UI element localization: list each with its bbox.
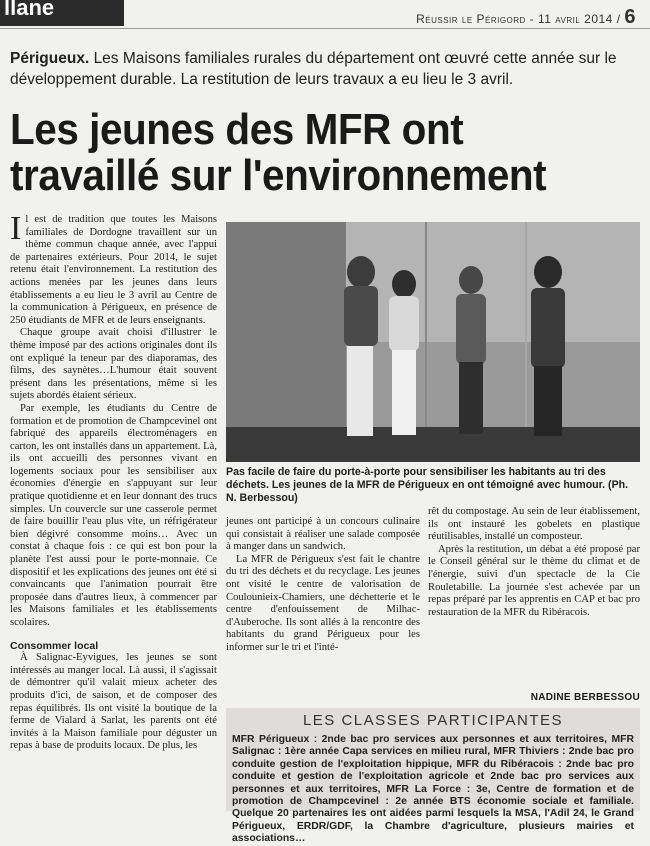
paragraph-8: Après la restitution, un débat a été proposé par le Conseil général sur le thème du climat et de l'énergie, suivi d'un spectacle de la Cie Rouletabille. La journée s'est achevée par un repas préparé par les apprentis en CAP et bac pro restauration de la MFR du Ribéracois. (428, 543, 640, 618)
article-photo (226, 222, 640, 462)
headline (10, 107, 599, 199)
subheading: Consommer local (10, 639, 99, 652)
drop-cap: I (10, 210, 22, 247)
classes-box-title: LES CLASSES PARTICIPANTES (302, 712, 564, 729)
page-number: 6 (624, 6, 636, 28)
paragraph-7: rêt du compostage. Au sein de leur établissement, ils ont instauré les gobelets en plastique réutilisables, installé un composteur. (428, 506, 640, 543)
headline-line-1: Les jeunes des MFR ont (10, 105, 464, 154)
issue-date: 11 avril 2014 (538, 12, 613, 26)
paragraph-4: À Salignac-Eyvigues, les jeunes se sont intéressés au manger local. Là aussi, il s'agissait de démontrer qu'il valait mieux acheter des produits d'ici, de saison, et de composer des repas équilibrés. Ils ont visité la boutique de la ferme de Vialard à Sarlat, les parents ont été invités à la Maison familiale pour déguster un repas à base de produits locaux. De plus, les (10, 652, 217, 752)
photo-illustration (226, 222, 640, 462)
paragraph-3: Par exemple, les étudiants du Centre de formation et de promotion de Champcevinel ont fabriqué des appareils électroménagers en carton, les ont installés dans un appartement. Là, ils ont accueilli des personnes vivant en logements sociaux pour les sensibiliser aux économies d'énergie en s'appuyant sur leur pratique quotidienne et en leur donnant des trucs simples. Un couvercle sur une casserole permet de faire bouillir l'eau plus vite, un réfrigérateur bien dégivré consomme moins… Avec un constat à chaque fois : ce qui est bon pour la planète l'est aussi pour le porte-monnaie. Ce dispositif et les explications des jeunes ont été si convaincants que l'animation pourrait être proposée dans d'autres lieux, à commencer par les Maisons familiales et les établissements scolaires. (10, 402, 217, 628)
paragraph-6: La MFR de Périgueux s'est fait le chantre du tri des déchets et du recyclage. Les jeunes ont visité le centre de valorisation de Coulounieix-Chamiers, une déchetterie et le centre d'enfouissement de Milhac-d'Auberoche. Ils sont allés à la rencontre des habitants du grand Périgueux pour les informer sur le tri et l'inté- (226, 553, 420, 653)
paragraph-1: l est de tradition que toutes les Maisons familiales de Dordogne travaillent sur un thème commun chaque année, avec l'appui de partenaires extérieurs. Pour 2014, le sujet retenu était l'environnement. La restitution des actions menées par les jeunes dans leurs établissements a eu lieu le 3 avril au Centre de la communication à Périgueux, en présence de 250 étudiants de MFR et de leurs enseignants. (10, 214, 217, 326)
article-column-2 (226, 516, 420, 655)
page-header (416, 6, 636, 29)
lede-text: Les Maisons familiales rurales du département ont œuvré cette année sur le développement durable. La restitution de leurs travaux a eu lieu le 3 avril. (10, 50, 617, 88)
author-signature: NADINE BERBESSOU (530, 692, 640, 703)
paragraph-5: jeunes ont participé à un concours culinaire qui consistait à réaliser une salade composée à manger dans un sandwich. (226, 516, 420, 553)
lede (10, 48, 640, 90)
header-separator: - (525, 12, 538, 26)
article-column-3 (428, 506, 640, 619)
lede-place: Périgueux. (10, 50, 90, 67)
classes-box-text: MFR Périgueux : 2nde bac pro services aux personnes et aux territoires, MFR Salignac : 1ère année Capa services en milieu rural, MFR Thiviers : 2nde bac pro conduite gestion de l'exploitation hippique, MFR du Ribéracois : 2nde bac pro conduite et gestion de l'exploitation agricole et 2nde bac pro services aux personnes et aux territoires, MFR La Force : 3e, Centre de formation et de promotion de Champcevinel : 2e année BTS économie sociale et familiale. Quelque 20 partenaires les ont aidées parmi lesquels la MSA, l'Adil 24, le Grand Périgueux, ERDR/GDF, la Chambre d'agriculture, plusieurs mairies et associations… (232, 734, 634, 845)
section-tag (0, 0, 124, 26)
publication-name: Réussir le Périgord (416, 12, 526, 26)
headline-line-2: travaillé sur l'environnement (10, 151, 547, 200)
article-column-1 (10, 210, 217, 753)
photo-caption: Pas facile de faire du porte-à-porte pour sensibiliser les habitants au tri des déchets. Les jeunes de la MFR de Périgueux en ont témoigné avec humour. (Ph. N. Berbessou) (226, 466, 629, 504)
header-rule (0, 28, 650, 29)
paragraph-2: Chaque groupe avait choisi d'illustrer le thème imposé par des actions originales dont ils ont expliqué la teneur par des diaporamas, des films, des saynètes…L'humour était souvent présent dans les présentations, même si les sujets abordés étaient sérieux. (10, 327, 217, 402)
section-label: llane (4, 0, 55, 20)
header-slash: / (612, 12, 625, 26)
